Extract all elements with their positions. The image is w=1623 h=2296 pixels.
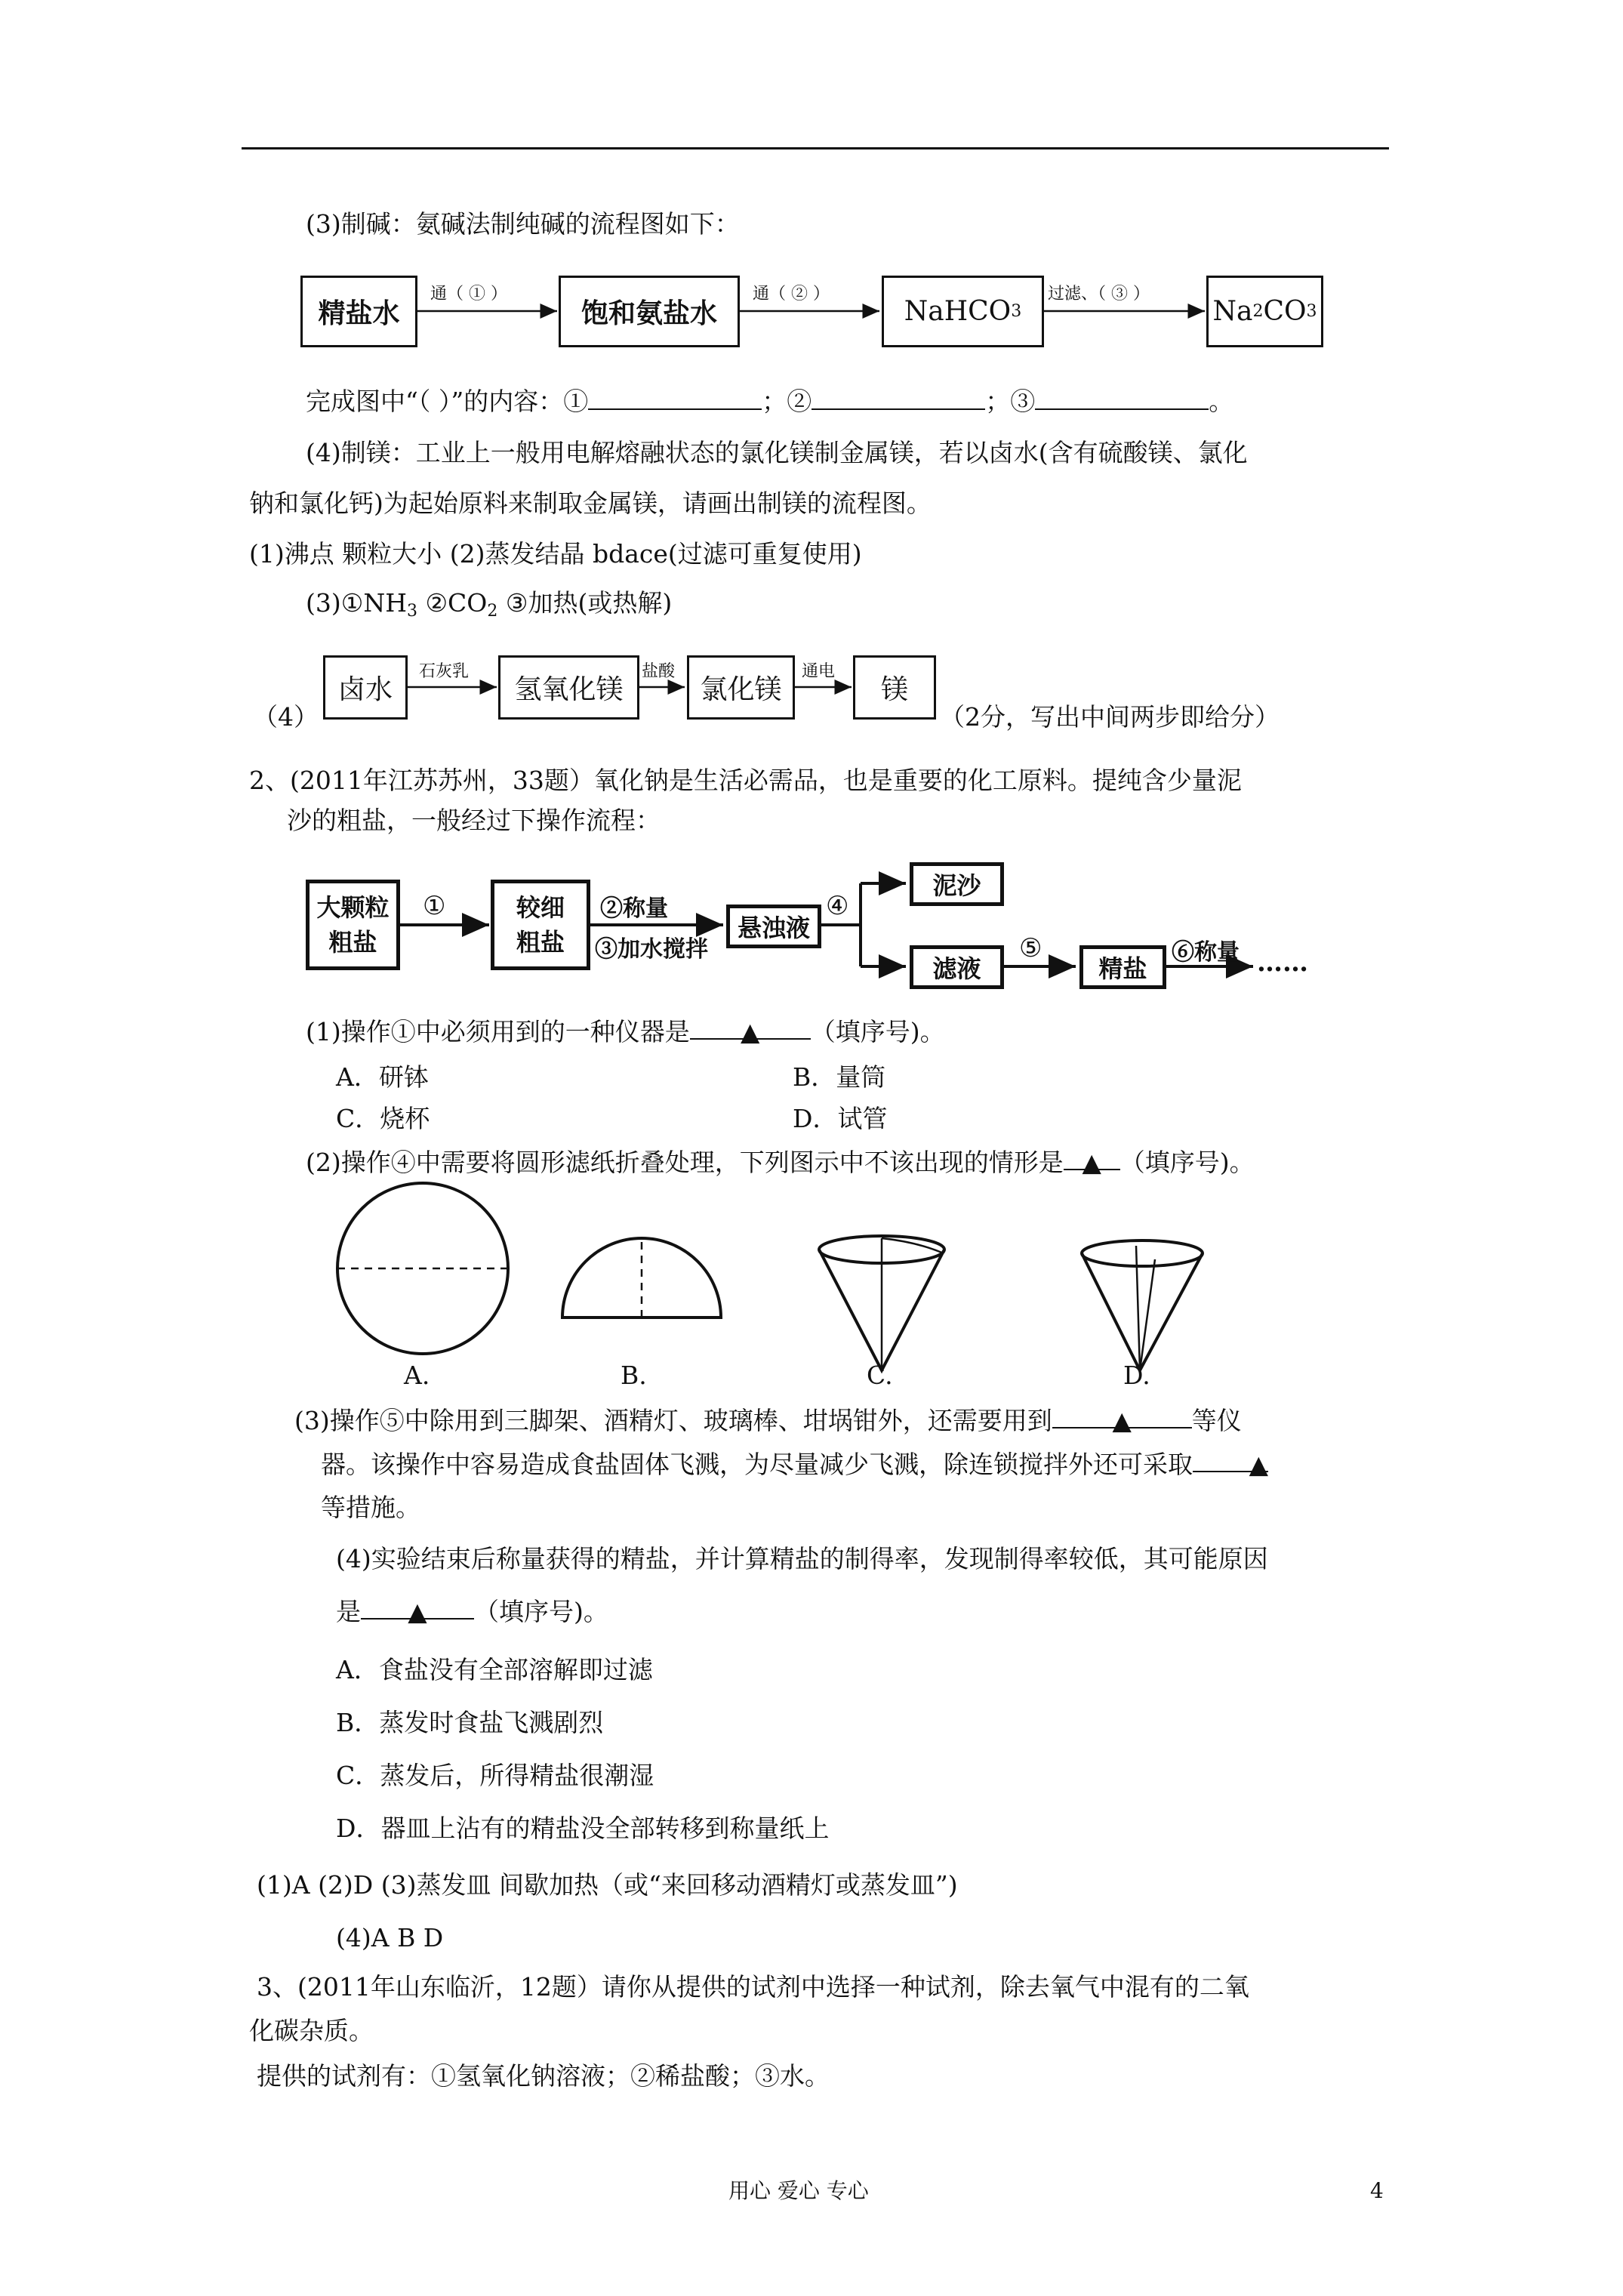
q2-label-dots: …… <box>1257 948 1308 978</box>
answer4-note: （2分，写出中间两步即给分） <box>940 702 1280 732</box>
fig-label-b: B. <box>621 1361 647 1390</box>
flow1-arrow-label-3: 过滤、（ ③ ） <box>1048 285 1150 304</box>
q2-stem-line1: 2、(2011年江苏苏州，33题）氧化钠是生活必需品，也是重要的化工原料。提纯含少量泥 <box>249 766 1242 795</box>
q2-stem-line2: 沙的粗盐，一般经过下操作流程： <box>287 806 661 835</box>
q2-opt-a: A．研钵 <box>336 1062 429 1092</box>
q2-p1-blank[interactable]: ▲ <box>690 1015 811 1040</box>
blank-2[interactable] <box>812 386 985 410</box>
mg-arrow-label-2: 盐酸 <box>642 662 676 681</box>
q2-label-6: ⑥称量 <box>1172 939 1240 966</box>
flow1-arrow-label-2: 通（ ② ） <box>753 285 830 304</box>
q2-opt-b: B．量筒 <box>793 1062 886 1092</box>
q2-p4-opt-a: A．食盐没有全部溶解即过滤 <box>336 1655 653 1684</box>
blank-1[interactable] <box>588 386 762 410</box>
fig-d-cone <box>1082 1240 1203 1370</box>
q2-label-3: ③加水搅拌 <box>595 936 708 963</box>
answer4-label: （4） <box>253 702 319 732</box>
footer-text: 用心 爱心 专心 <box>728 2178 869 2203</box>
q2-p4-line1: (4)实验结束后称量获得的精盐，并计算精盐的制得率，发现制得率较低，其可能原因 <box>336 1544 1268 1573</box>
q2-opt-c: C．烧杯 <box>336 1104 430 1133</box>
mg-box-4: 镁 <box>853 655 936 720</box>
q2-p4-opt-c: C．蒸发后，所得精盐很潮湿 <box>336 1761 654 1790</box>
q2-p3-line2: 器。该操作中容易造成食盐固体飞溅，为尽量减少飞溅，除连锁搅拌外还可采取 ▲ <box>321 1450 1268 1479</box>
q2-answer-line1: (1)A (2)D (3)蒸发皿 间歇加热（或“来回移动酒精灯或蒸发皿”) <box>257 1870 958 1900</box>
q2-box-3: 悬浊液 <box>726 905 821 948</box>
flow1-box-2: 饱和氨盐水 <box>559 276 740 347</box>
fig-a-circle <box>337 1183 508 1354</box>
mg-arrow-label-3: 通电 <box>802 662 836 681</box>
q2-box-5: 滤液 <box>910 945 1004 989</box>
blank-3[interactable] <box>1035 386 1209 410</box>
q2-box-6: 精盐 <box>1079 945 1166 989</box>
q3-stem-line2: 化碳杂质。 <box>249 2016 374 2045</box>
q2-label-4: ④ <box>826 891 849 921</box>
q2-label-2: ②称量 <box>600 895 668 922</box>
fig-b-semicircle <box>562 1238 721 1318</box>
fig-label-d: D. <box>1123 1361 1150 1390</box>
part3-intro: (3)制碱：氨碱法制纯碱的流程图如下： <box>306 209 740 239</box>
q2-answer-line2: (4)A B D <box>336 1923 444 1952</box>
q2-opt-d: D．试管 <box>793 1104 888 1133</box>
mg-box-3: 氯化镁 <box>687 655 795 720</box>
page-number: 4 <box>1370 2178 1384 2203</box>
q2-p2-blank[interactable]: ▲ <box>1064 1146 1120 1170</box>
q2-p2: (2)操作④中需要将圆形滤纸折叠处理，下列图示中不该出现的情形是 ▲ （填序号)。 <box>306 1148 1255 1177</box>
flow1-box-3: NaHCO 3 <box>882 276 1044 347</box>
mg-box-2: 氢氧化镁 <box>498 655 639 720</box>
q2-box-2: 较细 粗盐 <box>491 880 590 970</box>
fig-label-c: C. <box>867 1361 893 1390</box>
q2-p3-blank-1[interactable]: ▲ <box>1052 1404 1192 1428</box>
flow1-arrow-label-1: 通（ ① ） <box>430 285 507 304</box>
fig-c-cone <box>819 1236 944 1370</box>
q2-label-5: ⑤ <box>1019 933 1042 963</box>
q2-p3-blank-2[interactable]: ▲ <box>1193 1448 1268 1472</box>
q2-box-1: 大颗粒 粗盐 <box>306 880 400 970</box>
answer-line1: (1)沸点 颗粒大小 (2)蒸发结晶 bdace(过滤可重复使用) <box>249 539 862 569</box>
q2-p4-opt-d: D．器皿上沾有的精盐没全部转移到称量纸上 <box>336 1814 830 1843</box>
flow1-box-1: 精盐水 <box>300 276 417 347</box>
q3-stem-line1: 3、(2011年山东临沂，12题）请你从提供的试剂中选择一种试剂，除去氧气中混有的二氧 <box>257 1972 1249 2002</box>
fig-label-a: A. <box>404 1361 430 1390</box>
q2-p4-opt-b: B．蒸发时食盐飞溅剧烈 <box>336 1708 604 1737</box>
q2-p1: (1)操作①中必须用到的一种仪器是 ▲ （填序号)。 <box>306 1017 945 1046</box>
q2-box-4: 泥沙 <box>910 862 1004 906</box>
q2-p3-line1: (3)操作⑤中除用到三脚架、酒精灯、玻璃棒、坩埚钳外，还需要用到 ▲ 等仪 <box>294 1406 1242 1435</box>
q3-stem-line3: 提供的试剂有：①氢氧化钠溶液；②稀盐酸；③水。 <box>257 2061 830 2091</box>
q2-p4-line2: 是 ▲ （填序号)。 <box>336 1597 608 1626</box>
flow1-box-4: Na 2 CO 3 <box>1206 276 1323 347</box>
complete-line: 完成图中“（ ）”的内容：① ；② ；③ 。 <box>306 387 1234 416</box>
part4-line2: 钠和氯化钙)为起始原料来制取金属镁，请画出制镁的流程图。 <box>249 488 932 518</box>
q2-label-1: ① <box>423 891 446 921</box>
answer-line2: $(3)①NH_3$ $②CO_2$ ③加热(或热解) <box>306 588 673 621</box>
mg-box-1: 卤水 <box>323 655 408 720</box>
q2-p4-blank[interactable]: ▲ <box>361 1595 474 1620</box>
q2-p3-line3: 等措施。 <box>321 1493 420 1522</box>
mg-arrow-label-1: 石灰乳 <box>419 662 470 681</box>
part4-line1: (4)制镁：工业上一般用电解熔融状态的氯化镁制金属镁，若以卤水(含有硫酸镁、氯化 <box>306 438 1248 467</box>
